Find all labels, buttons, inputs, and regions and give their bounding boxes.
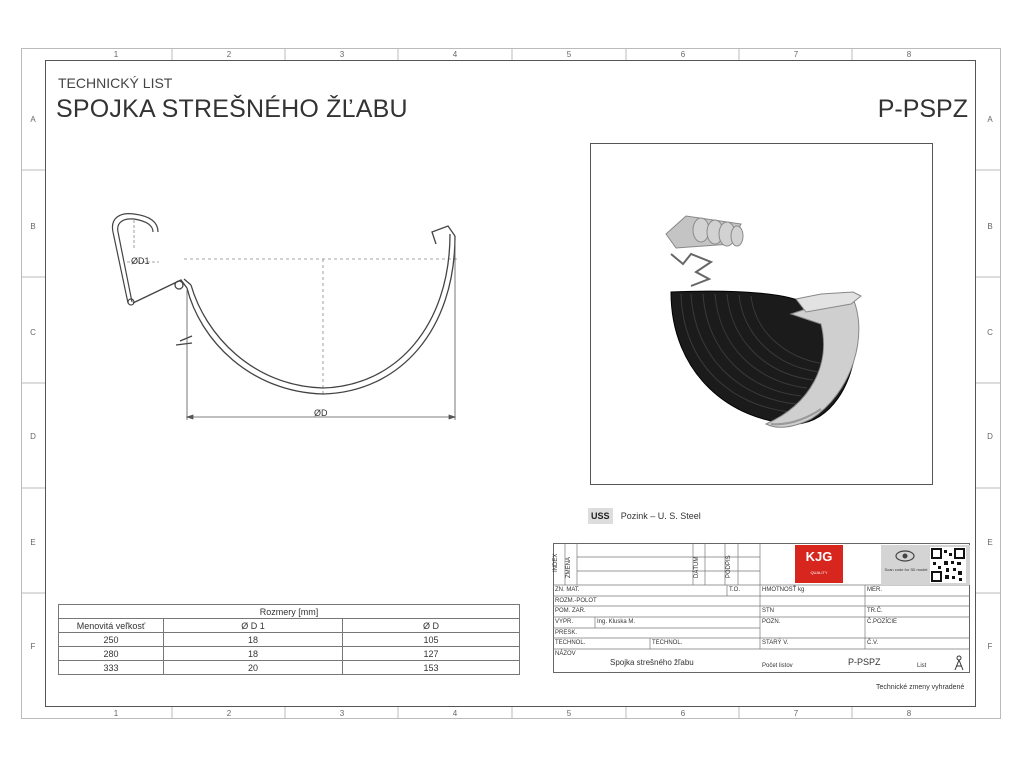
kjg-brand: KJG [805, 549, 833, 564]
ruler-top-2: 2 [226, 50, 232, 59]
ruler-bottom-8: 8 [906, 709, 912, 718]
cell: 105 [343, 633, 520, 647]
table-title: Rozmery [mm] [59, 605, 520, 619]
ruler-bottom-7: 7 [793, 709, 799, 718]
eye-icon [895, 549, 915, 563]
ruler-right-f: F [987, 642, 993, 651]
document-type: TECHNICKÝ LIST [58, 75, 173, 91]
mer-label: MER. [867, 587, 882, 593]
ruler-top-7: 7 [793, 50, 799, 59]
ruler-left-f: F [30, 642, 36, 651]
scan-text: Scan code for 3D model [884, 567, 928, 572]
rev-zmena-label: ZMENA [566, 557, 572, 578]
header-nominal: Menovitá veľkosť [59, 619, 164, 633]
ruler-left-e: E [30, 538, 36, 547]
zn-mat-label: ZN. MAT. [555, 587, 580, 593]
cell: 18 [164, 633, 343, 647]
ruler-bottom-1: 1 [113, 709, 119, 718]
ruler-bottom-4: 4 [452, 709, 458, 718]
d-label: ØD [314, 408, 328, 418]
ruler-left-b: B [30, 222, 36, 231]
d1-label: ØD1 [131, 256, 150, 266]
hmotnost-label: HMOTNOSŤ kg [762, 587, 805, 593]
stn-label: STN [762, 608, 774, 614]
technol-label-1: TECHNOL. [555, 640, 586, 646]
ruler-bottom-3: 3 [339, 709, 345, 718]
qr-code-icon[interactable] [930, 547, 966, 583]
ruler-right-c: C [987, 328, 993, 337]
stary-v-label: STARÝ V. [762, 640, 789, 646]
rev-index-label: INDEX [553, 553, 559, 572]
rev-podpis-label: PODPIS [726, 555, 732, 578]
ruler-top-8: 8 [906, 50, 912, 59]
header-d: Ø D [343, 619, 520, 633]
ruler-left-d: D [30, 432, 36, 441]
ruler-top-1: 1 [113, 50, 119, 59]
ruler-top-6: 6 [680, 50, 686, 59]
cell: 280 [59, 647, 164, 661]
ruler-bottom-5: 5 [566, 709, 572, 718]
ruler-top-3: 3 [339, 50, 345, 59]
cell: 127 [343, 647, 520, 661]
nazov-value: Spojka strešného žľabu [610, 658, 694, 667]
vypr-name: Ing. Kluska M. [597, 619, 636, 625]
trc-label: TR.Č. [867, 608, 883, 614]
rev-datum-label: DÁTUM [694, 556, 700, 578]
material-text: Pozink – U. S. Steel [620, 511, 701, 521]
ruler-right-b: B [987, 222, 993, 231]
vypr-label: VYPR. [555, 619, 574, 625]
kjg-logo [795, 545, 843, 583]
compass-icon [953, 655, 965, 671]
to-label: T.O. [729, 587, 741, 593]
presk-label: PRESK. [555, 630, 578, 636]
footer-note: Technické zmeny vyhradené [876, 684, 965, 691]
cell: 333 [59, 661, 164, 675]
cell: 250 [59, 633, 164, 647]
tb-code: P-PSPZ [848, 657, 881, 667]
nazov-label: NÁZOV [555, 651, 576, 657]
cell: 153 [343, 661, 520, 675]
scan-box [881, 545, 970, 585]
rozm-label: ROZM.-POLOT [555, 598, 597, 604]
ruler-left-c: C [30, 328, 36, 337]
ruler-right-a: A [987, 115, 993, 124]
page-title: SPOJKA STREŠNÉHO ŽĽABU [56, 95, 408, 123]
pozn-label: POZN. [762, 619, 781, 625]
cell: 18 [164, 647, 343, 661]
cv-label: Č.V. [867, 640, 879, 646]
uss-logo: USS [588, 508, 613, 524]
list-label: List [917, 663, 927, 669]
cell: 20 [164, 661, 343, 675]
pocet-label: Počet listov [762, 663, 793, 669]
ruler-top-5: 5 [566, 50, 572, 59]
product-code: P-PSPZ [877, 95, 968, 123]
ruler-left-a: A [30, 115, 36, 124]
pom-zar-label: POM. ZAR. [555, 608, 586, 614]
ruler-bottom-2: 2 [226, 709, 232, 718]
technol-label-2: TECHNOL. [652, 640, 683, 646]
ruler-right-e: E [987, 538, 993, 547]
header-d1: Ø D 1 [164, 619, 343, 633]
ruler-top-4: 4 [452, 50, 458, 59]
ruler-bottom-6: 6 [680, 709, 686, 718]
kjg-quality: QUALITY [810, 570, 828, 575]
c-pozicie-label: Č.POZÍCIE [867, 619, 898, 625]
ruler-right-d: D [987, 432, 993, 441]
